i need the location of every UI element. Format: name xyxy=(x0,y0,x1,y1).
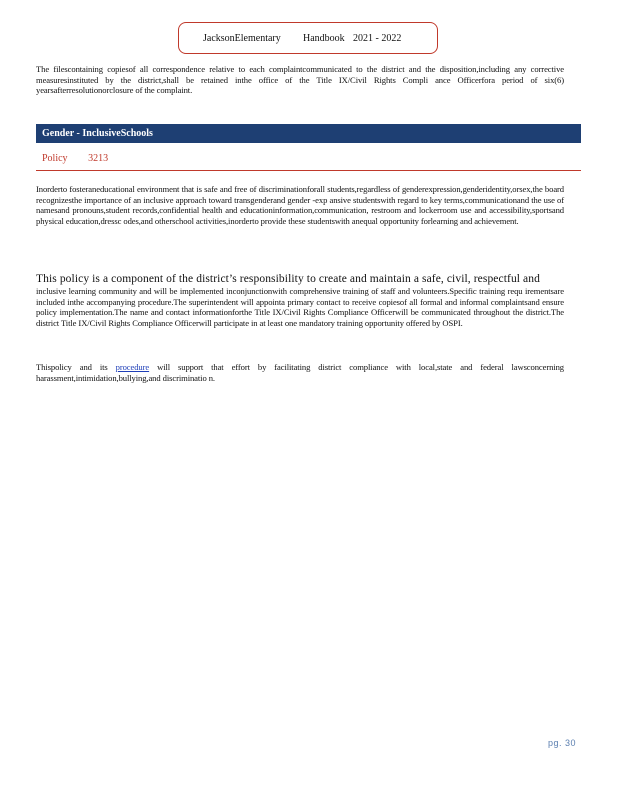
procedure-link[interactable]: procedure xyxy=(115,362,150,372)
header-school-name: JacksonElementary xyxy=(203,32,281,44)
policy-number: 3213 xyxy=(88,153,109,164)
intro-paragraph: The filescontaining copiesof all correspondence relative to each complaintcommunicated to the district and the disposition,including any corrective measuresinstituted by the district,shall be retained inthe office of the Title IX/Civil Rights Compli ance Officerfora period of six(6) yearsafterresolutionorclosure of the complaint. xyxy=(36,64,564,96)
policy-paragraph-2: inclusive learning community and will be implemented inconjunctionwith comprehensive training of staff and volunteers.Specific training requ irementsare included inthe accompanying procedure.The superintendent will appointa primary contact to receive copiesof all formal and informal complaintsand ensure policy implementation.The name and contact informationforthe Title IX/Civil Rights Compliance Officerwill be communicated throughout the district.The district Title IX/Civil Rights Compliance Officerwill participate in at least one mandatory training opportunity offered by OSPI. xyxy=(36,286,564,328)
page-number xyxy=(548,738,576,748)
paragraph-3-after: will support that effort by facilitating district compliance with local,state and federal lawsconcerning harassment,intimidation,bullying,and discriminatio n. xyxy=(36,362,564,383)
section-title: Gender - InclusiveSchools xyxy=(42,124,153,143)
page-prefix: pg. xyxy=(547,738,562,748)
paragraph-3-before: Thispolicy and its xyxy=(36,362,116,372)
header-year: 2021 - 2022 xyxy=(353,32,402,44)
header-handbook-label: Handbook xyxy=(303,32,345,44)
section-title-bar xyxy=(36,124,581,143)
policy-paragraph-1: Inorderto fosteraneducational environment that is safe and free of discriminationforall students,regardless of genderexpression,genderidentity,orsex,the board recognizesthe importance of an inclusive approach toward transgenderand gender -exp ansive studentswith regard to key terms,communicationand the use of namesand pronouns,student records,confidential health and educationinformation,communication, restroom and lockerroom use and accessibility,sportsand physical education,dressc odes,and otherschool activities,inorderto provide these studentswith anequal opportunity forlearning and achievement. xyxy=(36,184,564,226)
page-number-value: 30 xyxy=(564,738,576,748)
policy-paragraph-3 xyxy=(36,362,564,383)
policy-heading xyxy=(36,150,581,171)
policy-lead-sentence: This policy is a component of the district’s responsibility to create and maintain a safe, civil, respectful and xyxy=(36,273,540,285)
document-header xyxy=(178,22,438,54)
policy-label: Policy xyxy=(42,153,68,164)
